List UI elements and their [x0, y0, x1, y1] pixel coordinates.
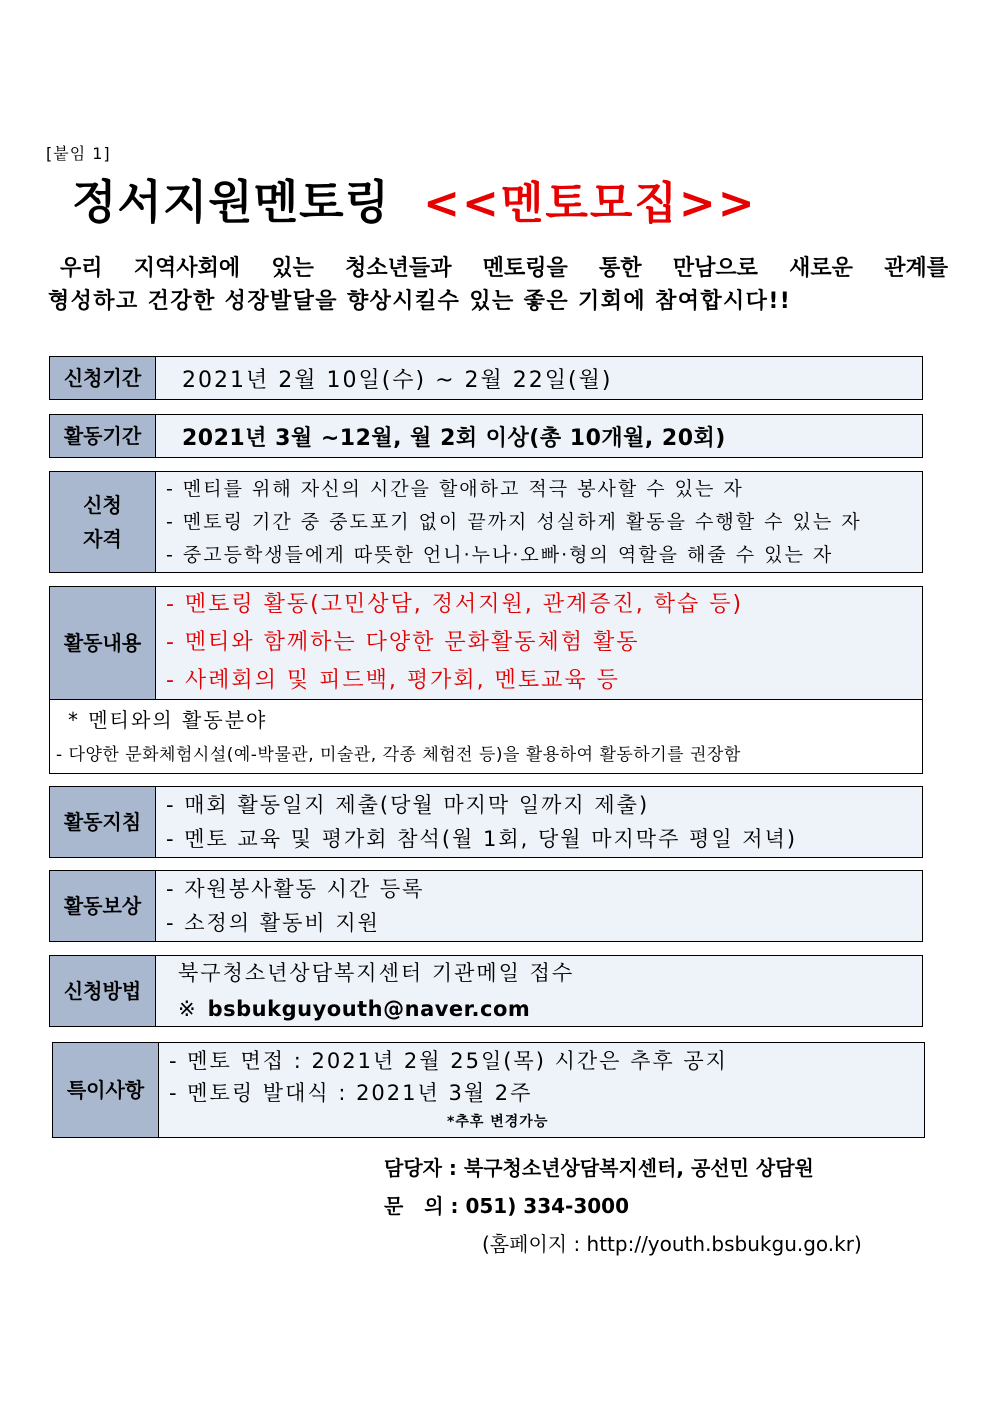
- row-content: [159, 1043, 924, 1137]
- intro-text: [48, 252, 948, 318]
- row-content: [156, 871, 922, 941]
- row-label: [50, 472, 156, 572]
- reward-item: - 소정의 활동비 지원: [166, 911, 380, 935]
- activity-period-value: 2021년 3월 ~12월, 월 2회 이상(총 10개월, 20회): [182, 425, 726, 451]
- activity-field: [50, 700, 922, 773]
- activity-item: - 사례회의 및 피드백, 평가회, 멘토교육 등: [166, 668, 620, 693]
- activity-field-title: * 멘티와의 활동분야: [68, 707, 268, 732]
- method-row: [49, 955, 923, 1027]
- row-label: 신청방법: [50, 956, 156, 1026]
- notes-item: - 멘토링 발대식 : 2021년 3월 2주: [169, 1081, 533, 1105]
- row-content: [156, 587, 922, 699]
- guideline-item: - 멘토 교육 및 평가회 참석(월 1회, 당월 마지막주 평일 저녁): [166, 827, 798, 851]
- activity-item: - 멘토링 활동(고민상담, 정서지원, 관계증진, 학습 등): [166, 592, 744, 617]
- qualification-row: [49, 471, 923, 573]
- row-content: [156, 357, 922, 399]
- row-label: 활동내용: [50, 587, 156, 699]
- activity-field-note: - 다양한 문화체험시설(예-박물관, 미술관, 각종 체험전 등)을 활용하여 활동하기를 권장함: [56, 744, 741, 765]
- method-email-line: [178, 991, 922, 1027]
- activity-content-main: [50, 587, 922, 700]
- guidelines-row: [49, 786, 923, 858]
- contact-person: 담당자 : 북구청소년상담복지센터, 공선민 상담원: [384, 1156, 814, 1180]
- guideline-item: - 매회 활동일지 제출(당월 마지막 일까지 제출): [166, 793, 650, 817]
- qualification-item: - 중고등학생들에게 따뜻한 언니·누나·오빠·형의 역할을 해줄 수 있는 자: [166, 543, 834, 566]
- activity-content-row: [49, 586, 923, 774]
- qualification-item: - 멘티를 위해 자신의 시간을 할애하고 적극 봉사할 수 있는 자: [166, 477, 744, 500]
- activity-item: - 멘티와 함께하는 다양한 문화활동체험 활동: [166, 630, 640, 655]
- method-text: 북구청소년상담복지센터 기관메일 접수: [178, 961, 575, 985]
- qualification-item: - 멘토링 기간 중 중도포기 없이 끝까지 성실하게 활동을 수행할 수 있는 자: [166, 510, 862, 533]
- homepage-link[interactable]: (홈페이지 : http://youth.bsbukgu.go.kr): [482, 1232, 862, 1256]
- method-email[interactable]: bsbukguyouth@naver.com: [207, 997, 531, 1021]
- row-label: 특이사항: [53, 1043, 159, 1137]
- row-label: 활동지침: [50, 787, 156, 857]
- row-content: [156, 787, 922, 857]
- title-main: 정서지원멘토링: [72, 175, 391, 229]
- row-label: 활동보상: [50, 871, 156, 941]
- row-content: [156, 956, 922, 1026]
- attachment-label: [붙임 1]: [46, 144, 111, 163]
- intro-line: 우리 지역사회에 있는 청소년들과 멘토링을 통한 만남으로 새로운 관계를: [60, 256, 948, 281]
- row-label-line: 자격: [83, 527, 122, 551]
- notes-row: [52, 1042, 925, 1138]
- row-label: 활동기간: [50, 415, 156, 457]
- intro-line: 형성하고 건강한 성장발달을 향상시킬수 있는 좋은 기회에 참여합시다!!: [48, 289, 792, 314]
- activity-period-row: [49, 414, 923, 458]
- notes-item: - 멘토 면접 : 2021년 2월 25일(목) 시간은 추후 공지: [169, 1049, 728, 1073]
- row-content: [156, 415, 922, 457]
- notes-small-note: *추후 변경가능: [447, 1114, 549, 1130]
- reward-item: - 자원봉사활동 시간 등록: [166, 877, 425, 901]
- reward-row: [49, 870, 923, 942]
- reference-mark-icon: ※: [178, 997, 198, 1021]
- row-label: 신청기간: [50, 357, 156, 399]
- apply-period-value: 2021년 2월 10일(수) ~ 2월 22일(월): [182, 367, 613, 393]
- row-content: [156, 472, 922, 572]
- page-title: [72, 166, 757, 236]
- inquiry-phone: 문 의 : 051) 334-3000: [384, 1194, 630, 1218]
- apply-period-row: [49, 356, 923, 400]
- title-sub: <<멘토모집>>: [423, 178, 757, 229]
- row-label-line: 신청: [83, 493, 122, 517]
